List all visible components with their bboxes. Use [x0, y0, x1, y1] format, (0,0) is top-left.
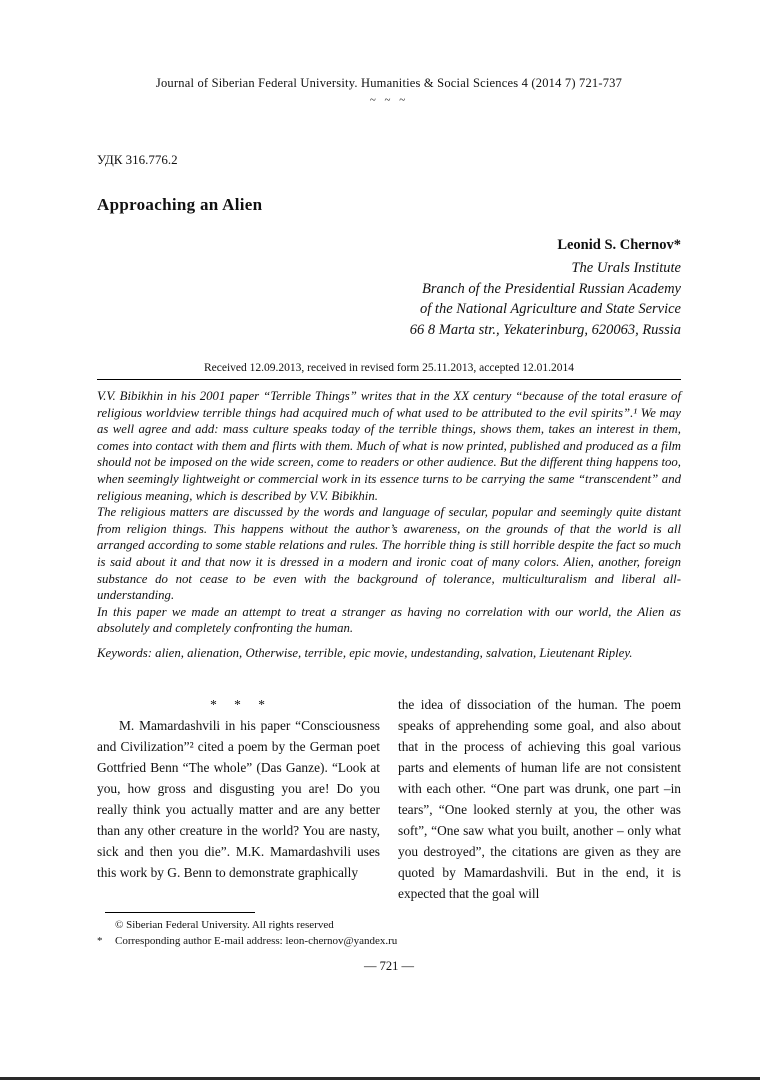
abstract-paragraph: In this paper we made an attempt to treat a stranger as having no correlation with our world, the Alien as absolutely and completely confronting the human. — [97, 604, 681, 636]
tilde-ornament: ~ ~ ~ — [369, 94, 409, 106]
abstract-divider — [97, 379, 681, 380]
udk-code: УДК 316.776.2 — [97, 152, 178, 167]
body-paragraph-left: M. Mamardashvili in his paper “Consciousness and Civilization”² cited a poem by the German poet Gottfried Benn “The whole” (Das Ganze). “Look at you, how gross and disgusting you are! Do you really think you actually matter and are any better than any other creature in the world? You are nasty, sick and then you die”. M.K. Mamardashvili uses this work by G. Benn to demonstrate graphically — [97, 717, 380, 880]
author-name: Leonid S. Chernov* — [557, 237, 681, 253]
footnote-divider — [105, 912, 255, 913]
article-title: Approaching an Alien — [97, 195, 263, 214]
section-separator: * * * — [210, 696, 267, 712]
affiliation-line: Branch of the Presidential Russian Academy — [422, 280, 681, 297]
corresponding-author-line — [97, 933, 681, 949]
right-column — [398, 694, 681, 904]
abstract-paragraph: V.V. Bibikhin in his 2001 paper “Terrible Things” writes that in the XX century “because of the total erasure of religious worldview terrible things had acquired much of what used to be attributed to the evil spirits”.¹ We may as well agree and add: mass culture speaks today of the terrible things, shows them, takes an interest in them, comes into contact with them and flirts with them. Much of what is now printed, published and produced as a film should not be imposed on the wide screen, come to readers or other audience. But the different thing happens too, when seemingly lightweight or commercial work in its essence turns to be carrying the same “transcendent” and religious meaning, which is described by V.V. Bibikhin. — [97, 389, 681, 503]
copyright-line: © Siberian Federal University. All rights reserved — [115, 918, 334, 931]
affiliation-line: of the National Agriculture and State Service — [420, 301, 681, 317]
journal-header: Journal of Siberian Federal University. Humanities & Social Sciences 4 (2014 7) 721-737 — [155, 76, 623, 90]
page-number: — 721 — — [364, 958, 414, 973]
body-paragraph-right: the idea of dissociation of the human. The poem speaks of apprehending some goal, and also about that in the process of achieving this goal various parts and elements of human life are not consistent with each other. “One part was drunk, one part –in tears”, “One looked sternly at you, the other was soft”, “One saw what you built, another – only what you destroyed”, the citations are given as they are quoted by Mamardashvili. But in the end, it is expected that the goal will — [398, 696, 681, 901]
corresponding-author-text: Corresponding author E-mail address: leon-chernov@yandex.ru — [115, 934, 398, 947]
abstract-paragraph: The religious matters are discussed by the words and language of secular, popular and seemingly quite distant from religion things. This happens without the author’s awareness, on the grounds of that the world is all arranged according to some stable relations and rules. The horrible thing is still horrible despite the fact so much is said about it and that now it is dressed in a modern and ironic coat of many colors. Alien, another, foreign substance do not cease to be even with the background of tolerance, multiculturalism and liberal all-understanding. — [97, 505, 681, 603]
body-columns — [97, 694, 681, 904]
author-block — [97, 237, 681, 340]
received-dates: Received 12.09.2013, received in revised form 25.11.2013, accepted 12.01.2014 — [203, 362, 575, 374]
affiliation-line: The Urals Institute — [571, 260, 681, 276]
footnotes — [97, 912, 681, 949]
keywords-line: Keywords: alien, alienation, Otherwise, terrible, epic movie, undestanding, salvation, Lieutenant Ripley. — [97, 645, 633, 660]
left-column — [97, 694, 380, 904]
footnote-marker: * — [97, 934, 103, 947]
abstract — [97, 388, 681, 662]
affiliation-line: 66 8 Marta str., Yekaterinburg, 620063, Russia — [409, 321, 681, 338]
